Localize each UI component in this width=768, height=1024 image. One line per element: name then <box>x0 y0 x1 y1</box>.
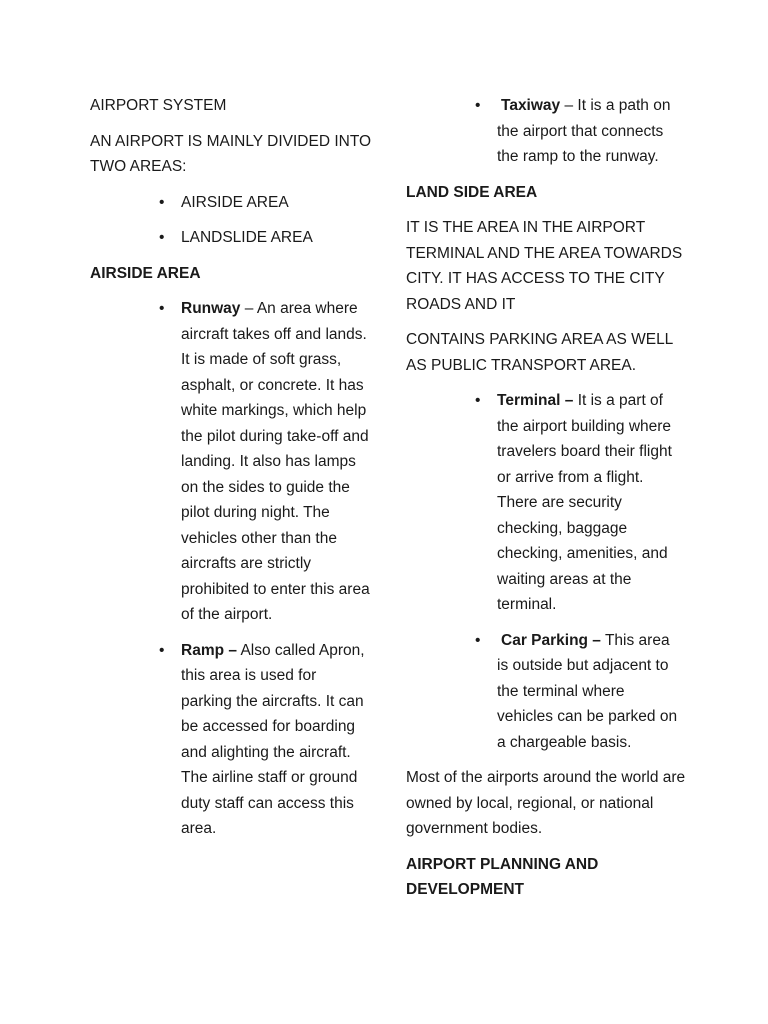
planning-heading: AIRPORT PLANNING AND DEVELOPMENT <box>406 855 599 898</box>
bullet-icon: • <box>159 229 165 246</box>
ramp-text: Also called Apron, this area is used for parking the aircrafts. It can be accessed for boarding and alighting the aircraft. The airline staff or ground duty staff can access this area. <box>181 641 365 837</box>
bullet-icon: • <box>159 193 165 211</box>
left-column <box>90 93 380 852</box>
landside-paragraph-2: CONTAINS PARKING AREA AS WELL AS PUBLIC TRANSPORT AREA. <box>406 331 673 374</box>
landside-paragraph-1: IT IS THE AREA IN THE AIRPORT TERMINAL AND THE AREA TOWARDS CITY. IT HAS ACCESS TO THE CITY ROADS AND IT <box>406 219 683 313</box>
bullet-icon: • <box>475 97 481 114</box>
runway-text: – An area where aircraft takes off and lands. It is made of soft grass, asphalt, or concrete. It has white markings, which help the pilot during take-off and landing. It also has lamps on the sides to guide the pilot during night. The vehicles other than the aircrafts are strictly prohibited to enter this area of the airport. <box>181 300 370 623</box>
terminal-term: Terminal – <box>497 392 574 409</box>
terminal-text: It is a part of the airport building where travelers board their flight or arrive from a flight. There are security checking, baggage checking, amenities, and waiting areas at the terminal. <box>497 392 672 613</box>
landside-heading: LAND SIDE AREA <box>406 183 538 201</box>
bullet-icon: • <box>159 641 165 659</box>
bullet-icon: • <box>475 631 481 649</box>
bullet-icon: • <box>159 300 165 317</box>
ownership-paragraph: Most of the airports around the world are owned by local, regional, or national government bodies. <box>406 769 686 837</box>
intro-paragraph: AN AIRPORT IS MAINLY DIVIDED INTO TWO AREAS: <box>90 132 372 175</box>
area-label: AIRSIDE AREA <box>181 193 289 211</box>
airside-heading: AIRSIDE AREA <box>90 264 201 282</box>
right-column <box>406 93 696 903</box>
area-list-item <box>159 190 371 216</box>
taxiway-text: – It is a path on the airport that connects the ramp to the runway. <box>497 97 671 165</box>
runway-term: Runway <box>181 300 241 317</box>
ramp-term: Ramp – <box>181 641 237 659</box>
terminal-item <box>475 388 682 618</box>
area-list-item <box>159 225 371 251</box>
car-parking-term: Car Parking – <box>501 631 601 649</box>
car-parking-item <box>475 628 682 756</box>
runway-item <box>159 296 371 628</box>
area-label: LANDSLIDE AREA <box>181 229 313 246</box>
ramp-item <box>159 638 371 842</box>
taxiway-term: Taxiway <box>501 97 561 114</box>
taxiway-item <box>475 93 682 170</box>
car-parking-text: This area is outside but adjacent to the terminal where vehicles can be parked on a chargeable basis. <box>497 631 678 751</box>
airport-system-heading: AIRPORT SYSTEM <box>90 97 227 114</box>
bullet-icon: • <box>475 392 481 409</box>
